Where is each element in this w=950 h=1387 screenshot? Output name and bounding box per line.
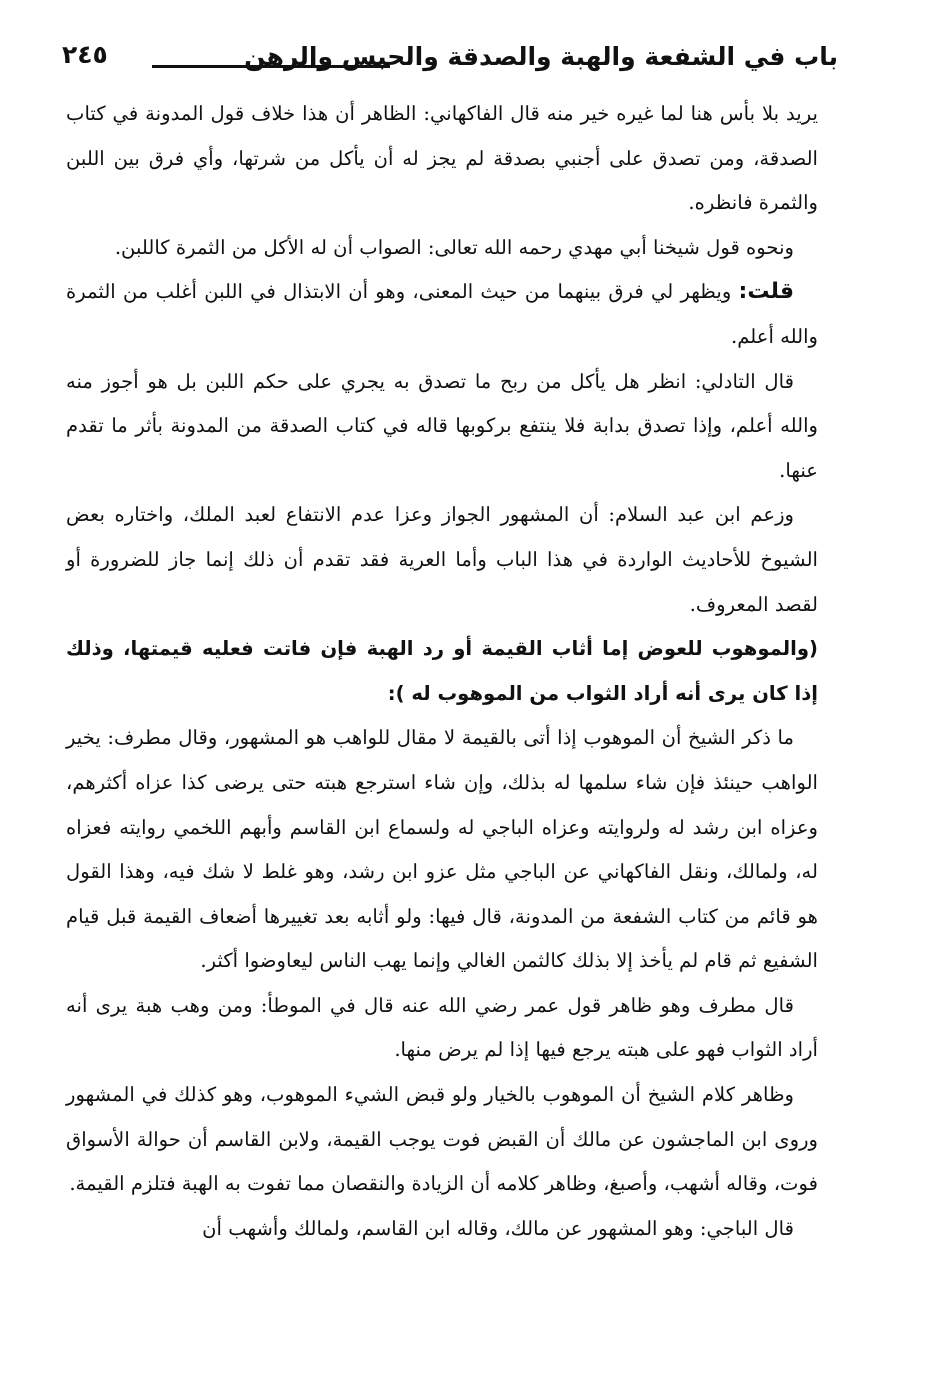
paragraph-text: ما ذكر الشيخ أن الموهوب إذا أتى بالقيمة لا مقال للواهب هو المشهور، وقال مطرف: يخير الواهب حينئذ فإن شاء سلمها له بذلك، وإن شاء استرجع هبته حتى يرضى كذا عزاه أكثرهم، وعزاه ابن رشد له ولروايته وعزاه الباجي له ولسماع ابن القاسم وأبهم اللخمي روايته فعزاه له، ولمالك، ونقل الفاكهاني عن الباجي مثل عزو ابن رشد، وهو غلط لا شك فيه، وهذا القول هو قائم من كتاب الشفعة من المدونة، قال فيها: ولو أثابه بعد تغييرها أضعاف القيمة قبل قيام الشفيع ثم قام لم يأخذ إلا بذلك كالثمن الغالي وإنما يهب الناس ليعاوضوا أكثر. (66, 726, 818, 973)
header-rule (152, 65, 390, 68)
paragraph-6 (66, 627, 818, 716)
paragraph-1 (66, 92, 818, 226)
page-number: ٢٤٥ (62, 40, 108, 69)
paragraph-3 (66, 270, 818, 359)
paragraph-text: قال التادلي: انظر هل يأكل من ربح ما تصدق به يجري على حكم اللبن بل هو أجوز منه والله أعلم، وإذا تصدق بدابة فلا ينتفع بركوبها قاله في كتاب الصدقة من المدونة بأثر ما تقدم عنها. (66, 369, 818, 482)
matn-quote: (والموهوب للعوض إما أثاب القيمة أو رد الهبة فإن فاتت فعليه قيمتها، وذلك إذا كان يرى أنه أراد الثواب من الموهوب له ): (66, 637, 818, 705)
paragraph-text: ونحوه قول شيخنا أبي مهدي رحمه الله تعالى: الصواب أن له الأكل من الثمرة كاللبن. (114, 235, 794, 259)
paragraph-10 (66, 1207, 818, 1252)
paragraph-5 (66, 493, 818, 627)
paragraph-8 (66, 984, 818, 1073)
paragraph-2 (66, 226, 818, 271)
page-header (60, 38, 838, 94)
paragraph-text: قال مطرف وهو ظاهر قول عمر رضي الله عنه قال في الموطأ: ومن وهب هبة يرى أنه أراد الثواب فهو على هبته يرجع فيها إذا لم يرض منها. (66, 993, 818, 1062)
page-body (66, 92, 818, 1251)
paragraph-text: ويظهر لي فرق بينهما من حيث المعنى، وهو أن الابتذال في اللبن أغلب من الثمرة والله أعلم. (66, 280, 818, 348)
paragraph-lead: قلت: (738, 279, 794, 305)
paragraph-text: قال الباجي: وهو المشهور عن مالك، وقاله ابن القاسم، ولمالك وأشهب أن (202, 1216, 794, 1240)
paragraph-9 (66, 1073, 818, 1207)
paragraph-text: وزعم ابن عبد السلام: أن المشهور الجواز وعزا عدم الانتفاع لعبد الملك، واختاره بعض الشيوخ للأحاديث الواردة في هذا الباب وأما العرية فقد تقدم أن ذلك إنما جاز للضرورة أو لقصد المعروف. (66, 503, 818, 616)
paragraph-text: وظاهر كلام الشيخ أن الموهوب بالخيار ولو قبض الشيء الموهوب، وهو كذلك في المشهور وروى ابن الماجشون عن مالك أن القبض فوت يوجب القيمة، ولابن القاسم أن حوالة الأسواق فوت، وقاله أشهب، وأصبغ، وظاهر كلامه أن الزيادة والنقصان مما تفوت به الهبة فتلزم القيمة. (66, 1083, 818, 1196)
paragraph-4 (66, 360, 818, 494)
paragraph-text: يريد بلا بأس هنا لما غيره خير منه قال الفاكهاني: الظاهر أن هذا خلاف قول المدونة في كتاب الصدقة، ومن تصدق على أجنبي بصدقة لم يجز له أن يأكل من شرتها، وأي فرق بين اللبن والثمرة فانظره. (66, 102, 818, 215)
paragraph-7 (66, 716, 818, 984)
running-title: باب في الشفعة والهبة والصدقة والحبس والرهن (244, 42, 838, 71)
